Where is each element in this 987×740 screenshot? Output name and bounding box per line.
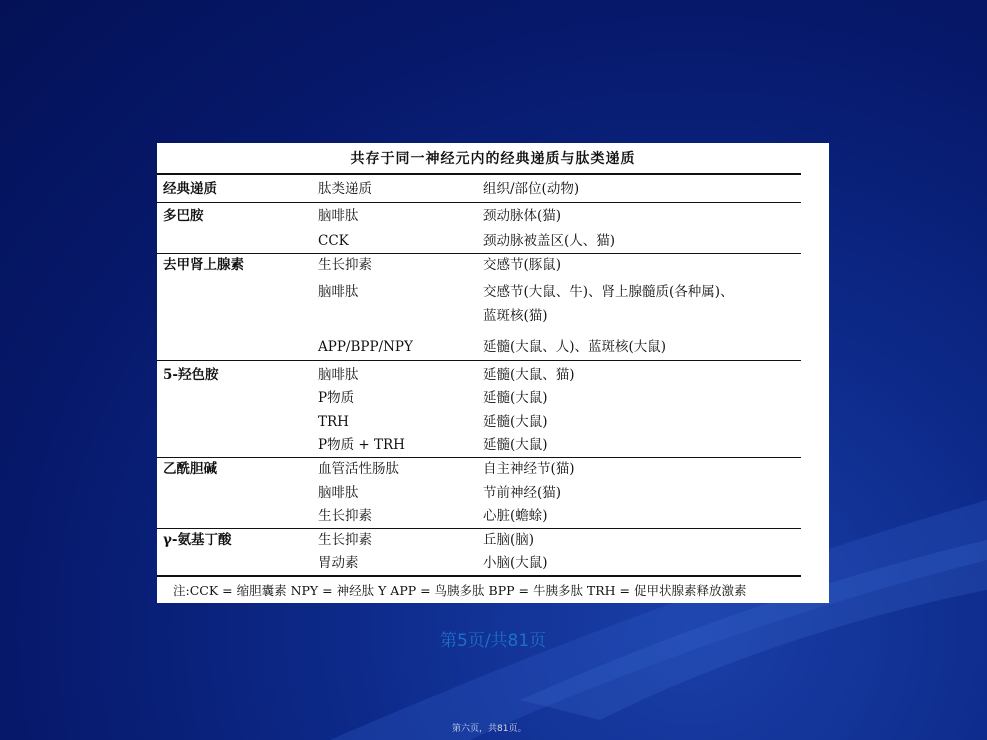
row-peptide: P物质 + TRH (318, 437, 405, 453)
row-peptide: 脑啡肽 (318, 367, 359, 383)
header-classic: 经典递质 (163, 181, 217, 197)
rule-group (157, 253, 801, 254)
row-tissue: 心脏(蟾蜍) (483, 508, 548, 524)
row-peptide: 胃动素 (318, 555, 359, 571)
row-tissue: 丘脑(脑) (483, 532, 535, 548)
table-title: 共存于同一神经元内的经典递质与肽类递质 (350, 151, 636, 167)
rule-header (157, 202, 801, 203)
row-peptide: 脑啡肽 (318, 284, 359, 300)
row-tissue: 延髓(大鼠、人)、蓝斑核(大鼠) (483, 339, 667, 355)
header-peptide: 肽类递质 (318, 181, 372, 197)
row-peptide: CCK (318, 233, 349, 249)
table-note: 注:CCK = 缩胆囊素 NPY = 神经肽 Y APP = 鸟胰多肽 BPP = 牛胰多肽 TRH = 促甲状腺素释放激素 (173, 583, 747, 598)
row-peptide: 生长抑素 (318, 508, 372, 524)
rule-group (157, 360, 801, 361)
row-peptide: 生长抑素 (318, 532, 372, 548)
rule-group (157, 457, 801, 458)
row-classic: γ-氨基丁酸 (163, 532, 232, 548)
row-peptide: 脑啡肽 (318, 208, 359, 224)
row-tissue: 延髓(大鼠) (483, 437, 548, 453)
row-tissue: 交感节(大鼠、牛)、肾上腺髓质(各种属)、 (483, 284, 734, 300)
row-classic: 多巴胺 (163, 208, 204, 224)
row-peptide: 生长抑素 (318, 257, 372, 273)
row-peptide: P物质 (318, 390, 355, 406)
page-indicator: 第5页/共81页 (440, 631, 547, 651)
row-tissue: 交感节(豚鼠) (483, 257, 562, 273)
rule-bottom (157, 575, 801, 577)
rule-top (157, 173, 801, 175)
slide-footer: 第六页，共81页。 (452, 724, 527, 734)
row-peptide: 血管活性肠肽 (318, 461, 399, 477)
row-tissue: 颈动脉体(猫) (483, 208, 562, 224)
row-tissue: 延髓(大鼠、猫) (483, 367, 575, 383)
header-tissue: 组织/部位(动物) (483, 181, 580, 197)
row-tissue: 蓝斑核(猫) (483, 308, 548, 324)
row-tissue: 小脑(大鼠) (483, 555, 548, 571)
row-classic: 5-羟色胺 (163, 367, 219, 383)
row-classic: 去甲肾上腺素 (163, 257, 244, 273)
table-image (157, 143, 829, 603)
row-peptide: 脑啡肽 (318, 485, 359, 501)
row-peptide: APP/BPP/NPY (318, 339, 413, 355)
row-classic: 乙酰胆碱 (163, 461, 217, 477)
row-tissue: 延髓(大鼠) (483, 414, 548, 430)
row-tissue: 自主神经节(猫) (483, 461, 575, 477)
row-tissue: 节前神经(猫) (483, 485, 562, 501)
rule-group (157, 528, 801, 529)
row-tissue: 颈动脉被盖区(人、猫) (483, 233, 616, 249)
row-tissue: 延髓(大鼠) (483, 390, 548, 406)
row-peptide: TRH (318, 414, 349, 430)
